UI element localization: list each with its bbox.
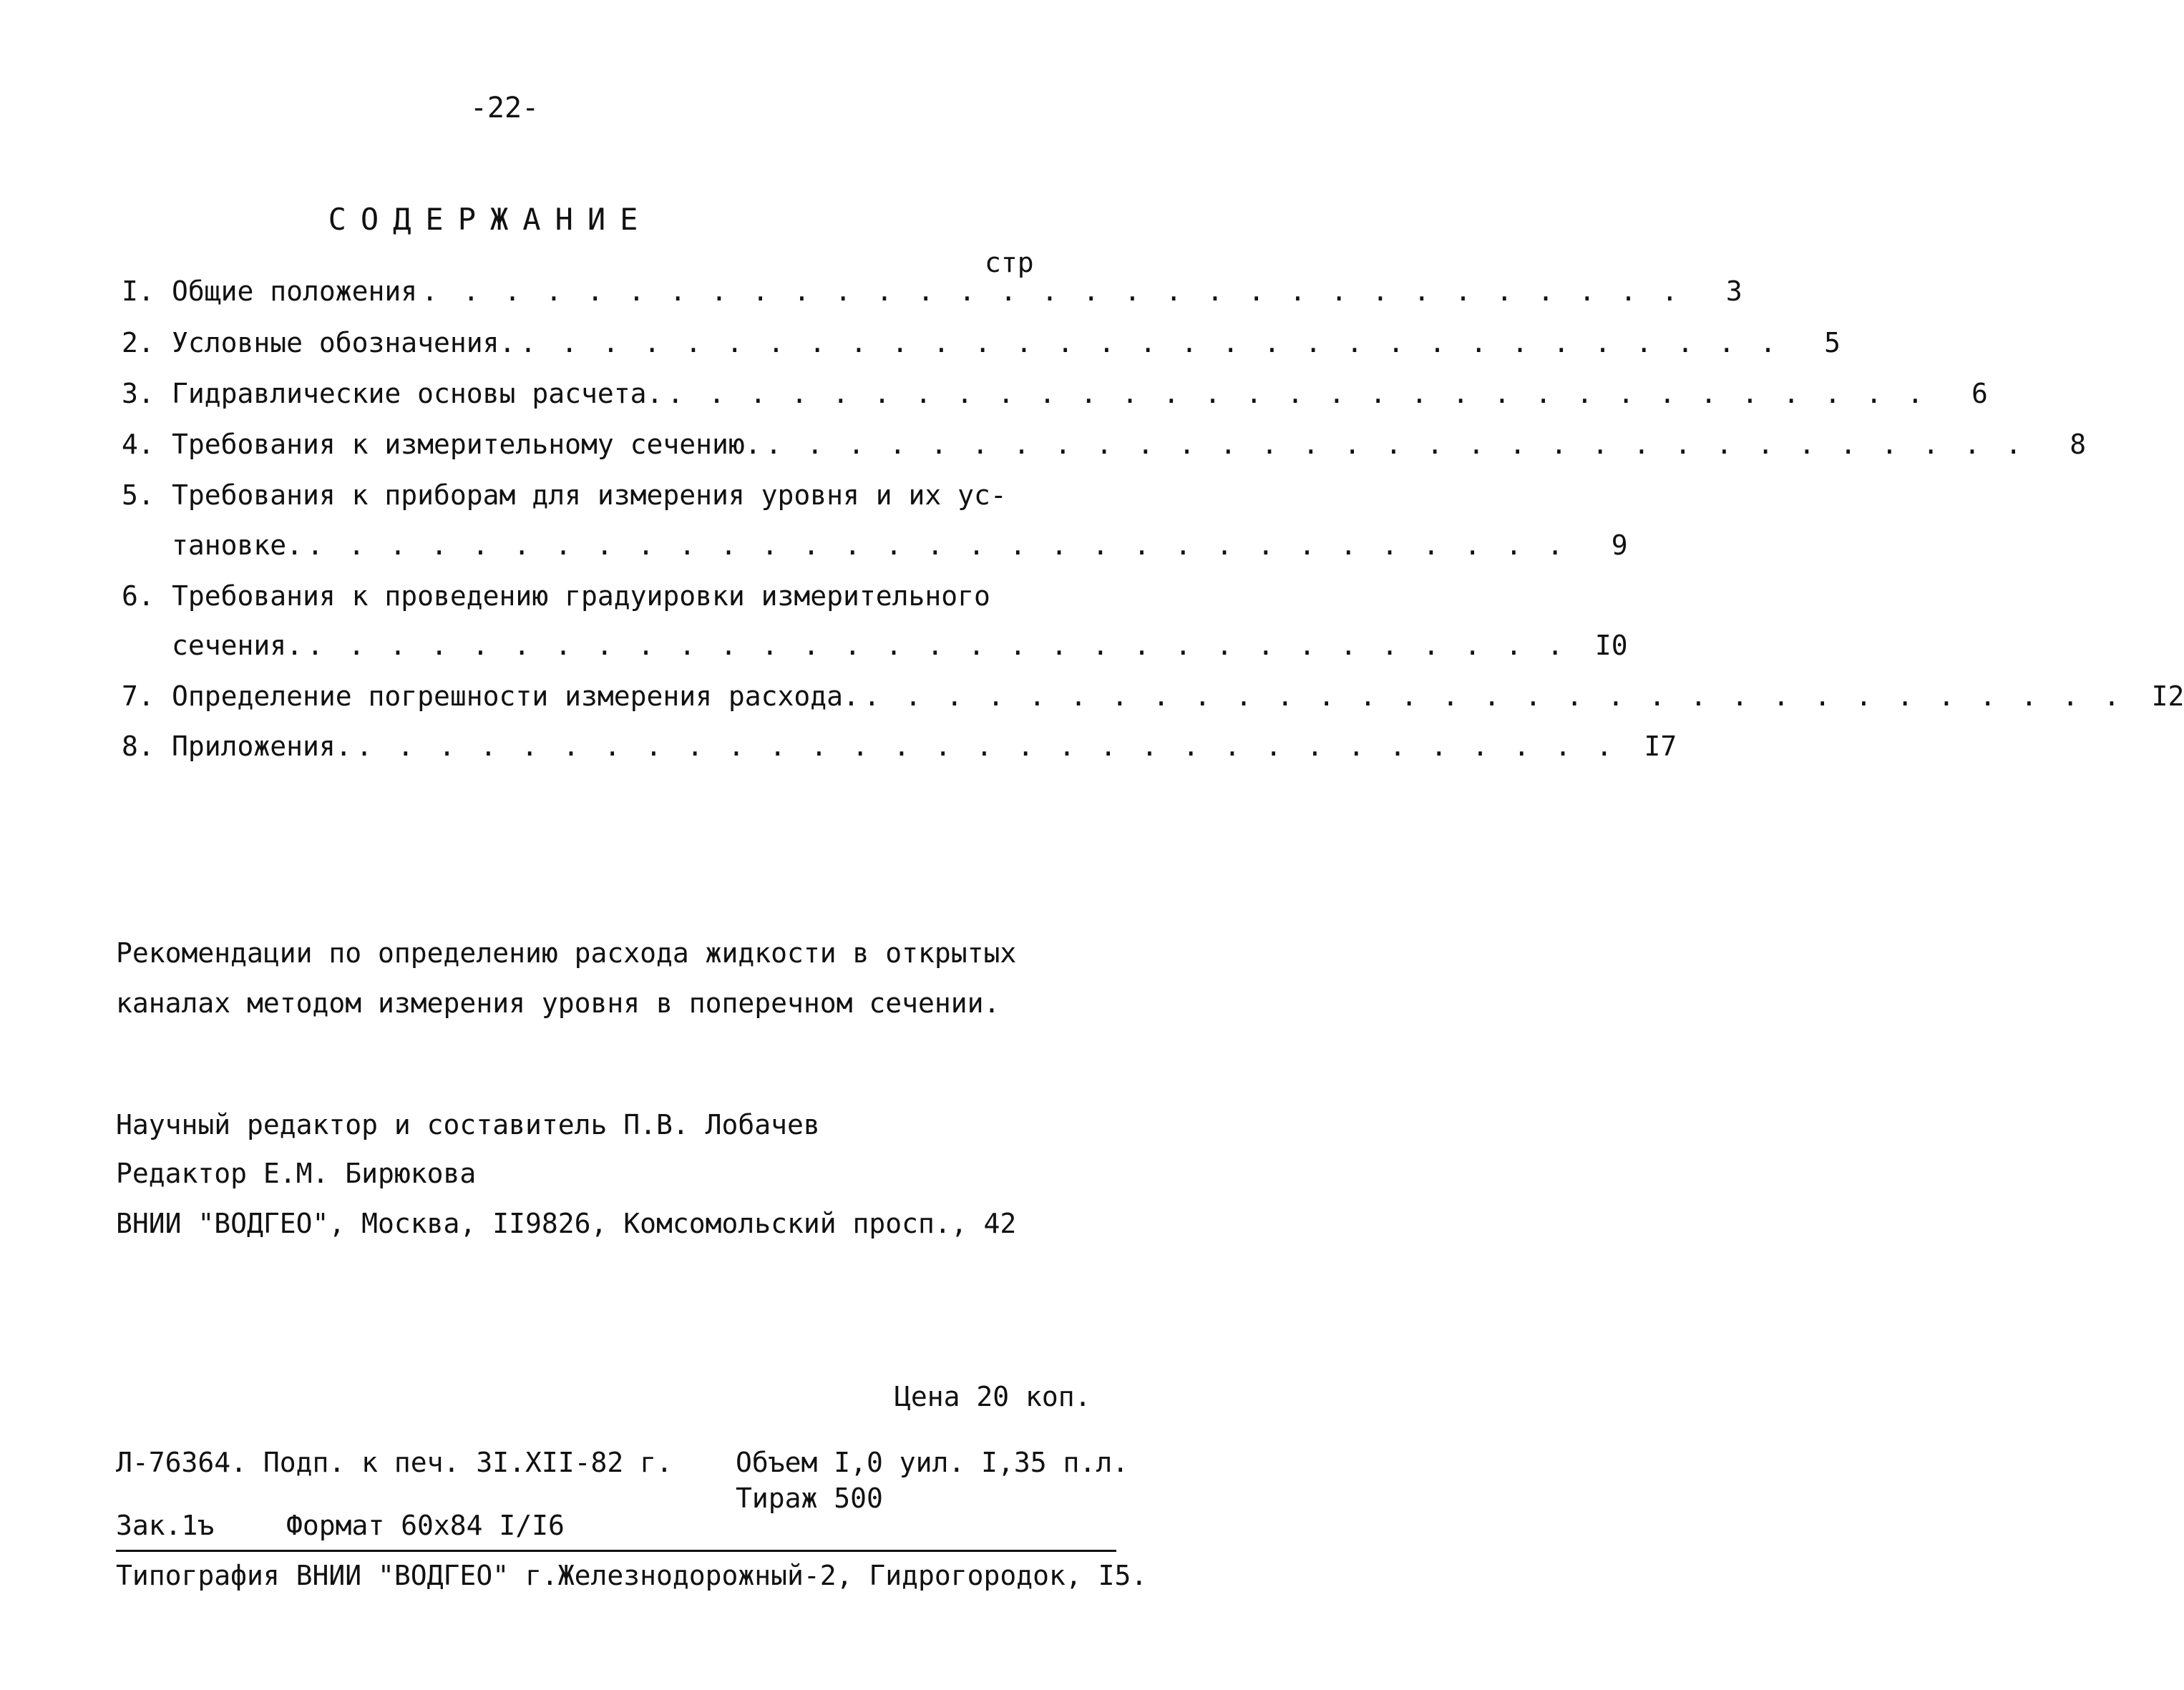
toc-entry-title-continuation: сечения. [172,630,303,661]
description-line: Рекомендации по определению расхода жидкости в открытых [116,937,1017,969]
toc-entry-number: 2. [122,327,155,358]
toc-entry [122,580,1030,617]
toc-entry-title: Приложения. [172,731,352,762]
toc-entry-page: 8 [2070,429,2087,460]
paper-format: Формат 60х84 I/I6 [286,1510,565,1541]
page-number: -22- [469,92,540,124]
toc-entry [122,429,2087,466]
toc-entry-leader: . . . . . . . . . . . . . . . . . . . . . . . . . . . . . . . [307,529,1568,561]
toc-entry-page: I2 [2151,680,2184,712]
toc-entry-page: I7 [1644,731,1677,762]
toc-entry-number: 5. [122,479,155,511]
toc-entry-number: I. [122,275,155,307]
toc-entry-page: 3 [1725,275,1742,307]
toc-entry-leader: . . . . . . . . . . . . . . . . . . . . . . . . . . . . . . . [765,429,2027,460]
toc-entry [122,378,1988,415]
printer-line: Типография ВНИИ "ВОДГЕО" г.Железнодорожный-2, Гидрогородок, I5. [116,1560,1148,1591]
toc-entry-leader: . . . . . . . . . . . . . . . . . . . . . . . . . . . . . . . [356,731,1617,762]
divider-line [116,1550,1116,1552]
toc-entry-title: Определение погрешности измерения расхода. [172,680,859,712]
toc-entry-title: Требования к приборам для измерения уровня и их ус- [172,479,1007,511]
toc-entry-number: 7. [122,680,155,712]
publisher-address-line: ВНИИ "ВОДГЕО", Москва, II9826, Комсомольский просп., 42 [116,1208,1017,1239]
toc-entry-title: Требования к проведению градуировки измерительного [172,580,990,612]
toc-entry-number: 3. [122,378,155,409]
toc-entry-number: 8. [122,731,155,762]
toc-entry [122,680,2184,718]
circulation: Тираж 500 [736,1483,883,1514]
toc-entry-title: Общие положения [172,275,418,307]
toc-entry-title: Гидравлические основы расчета. [172,378,663,409]
order-signature-line: Л-76364. Подп. к печ. 3I.XII-82 г. [116,1447,673,1478]
order-number [116,1510,214,1541]
toc-entry-title: Условные обозначения. [172,327,516,358]
toc-entry [122,275,1742,313]
toc-entry-number: 4. [122,429,155,460]
toc-entry-page: 5 [1824,327,1841,358]
toc-entry-leader: . . . . . . . . . . . . . . . . . . . . . . . . . . . . . . . [520,327,1780,358]
toc-entry-leader: . . . . . . . . . . . . . . . . . . . . . . . . . . . . . . . [863,680,2125,712]
toc-entry-leader: . . . . . . . . . . . . . . . . . . . . . . . . . . . . . . . [307,630,1568,661]
toc-entry [122,479,1030,517]
toc-entry-continuation [172,529,1628,567]
toc-entry-number: 6. [122,580,155,612]
price: Цена 20 коп. [894,1381,1091,1412]
order-number-label: Зак. [116,1510,182,1541]
toc-entry [122,731,1677,768]
toc-entry-continuation [172,630,1628,667]
toc-entry-leader: . . . . . . . . . . . . . . . . . . . . . . . . . . . . . . . [421,275,1682,307]
toc-entry-page: I0 [1594,630,1628,661]
scientific-editor-line: Научный редактор и составитель П.В. Лобачев [116,1109,820,1140]
toc-entry-leader: . . . . . . . . . . . . . . . . . . . . . . . . . . . . . . . [667,378,1928,409]
toc-entry-page: 6 [1971,378,1988,409]
toc-entry [122,327,1841,364]
toc-title: СОДЕРЖАНИЕ [328,202,653,237]
toc-entry-title: Требования к измерительному сечению. [172,429,761,460]
toc-entry-title-continuation: тановке. [172,529,303,561]
volume-info: Объем I,0 уил. I,35 п.л. [736,1447,1129,1478]
editor-line: Редактор Е.М. Бирюкова [116,1158,477,1189]
order-number-value: 1ъ [181,1510,215,1541]
description-line: каналах методом измерения уровня в поперечном сечении. [116,987,1000,1019]
toc-page-column-label: стр [985,247,1034,278]
toc-entry-page: 9 [1611,529,1628,561]
